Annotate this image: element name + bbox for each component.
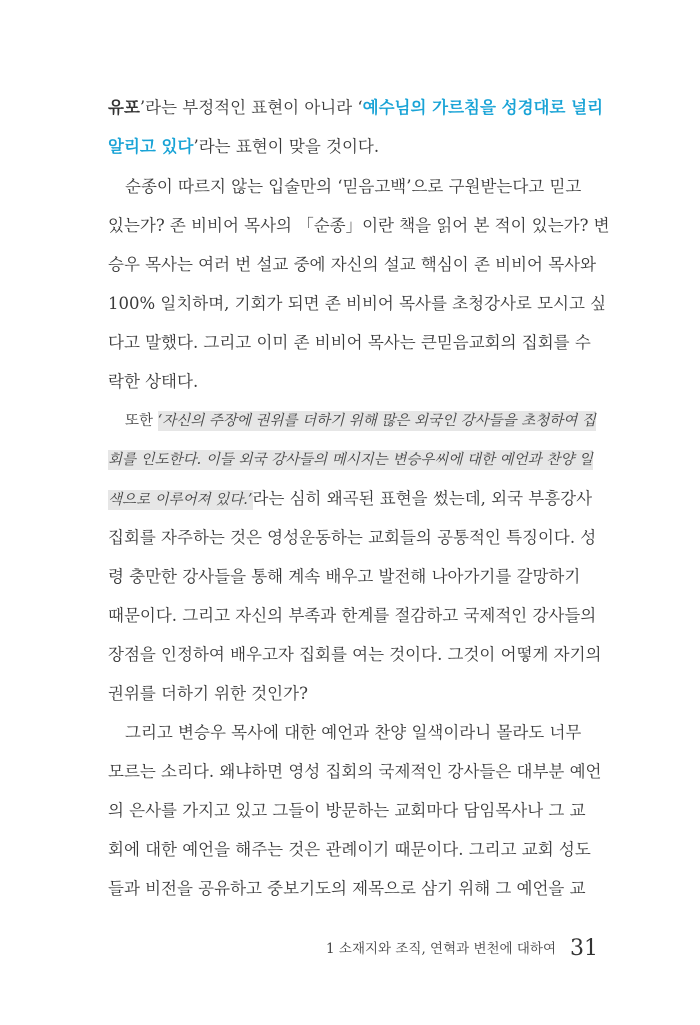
paragraph-1-line-1 (108, 96, 604, 120)
body-text: ’라는 표현이 맞을 것이다. (193, 137, 380, 156)
paragraph-3-line-5: 령 충만한 강사들을 통해 계속 배우고 발전해 나아가기를 갈망하기 (108, 567, 581, 586)
paragraph-3-line-2 (108, 448, 598, 472)
paragraph-3-line-1 (125, 409, 615, 433)
body-text: 라는 심히 왜곡된 표현을 썼는데, 외국 부흥강사 (252, 489, 593, 508)
page-footer (0, 936, 598, 961)
body-text: 또한 (125, 413, 158, 429)
paragraph-2-line-6: 락한 상태다. (108, 372, 199, 391)
paragraph-3-line-7: 장점을 인정하여 배우고자 집회를 여는 것이다. 그것이 어떻게 자기의 (108, 645, 602, 664)
paragraph-4-line-5: 들과 비전을 공유하고 중보기도의 제목으로 삼기 위해 그 예언을 교 (108, 879, 586, 898)
paragraph-1-line-2 (108, 135, 598, 159)
body-text: ’라는 부정적인 표현이 아니라 ‘ (139, 98, 363, 117)
paragraph-4-line-2: 모르는 소리다. 왜냐하면 영성 집회의 국제적인 강사들은 대부분 예언 (108, 762, 602, 781)
highlighted-phrase: 알리고 있다 (108, 137, 194, 156)
page-number: 31 (570, 936, 598, 961)
paragraph-2-line-2: 있는가? 존 비비어 목사의 「순종」이란 책을 읽어 본 적이 있는가? 변 (108, 216, 610, 235)
paragraph-3-line-6: 때문이다. 그리고 자신의 부족과 한계를 절감하고 국제적인 강사들의 (108, 606, 597, 625)
paragraph-2-line-5: 다고 말했다. 그리고 이미 존 비비어 목사는 큰믿음교회의 집회를 수 (108, 333, 591, 352)
paragraph-3-line-8: 권위를 더하기 위한 것인가? (108, 684, 308, 703)
paragraph-4-line-4: 회에 대한 예언을 해주는 것은 관례이기 때문이다. 그리고 교회 성도 (108, 840, 591, 859)
quoted-passage: 회를 인도한다. 이들 외국 강사들의 메시지는 변승우씨에 대한 예언과 찬양 일 (108, 452, 593, 468)
paragraph-2-line-3: 승우 목사는 여러 번 설교 중에 자신의 설교 핵심이 존 비비어 목사와 (108, 255, 597, 274)
quoted-passage: ‘자신의 주장에 권위를 더하기 위해 많은 외국인 강사들을 초청하여 집 (157, 413, 596, 429)
paragraph-2-line-4: 100% 일치하며, 기회가 되면 존 비비어 목사를 초청강사로 모시고 싶 (108, 294, 607, 313)
paragraph-3-line-4: 집회를 자주하는 것은 영성운동하는 교회들의 공통적인 특징이다. 성 (108, 528, 597, 547)
highlighted-phrase: 예수님의 가르침을 성경대로 널리 (362, 98, 604, 117)
bold-word: 유포 (108, 98, 140, 117)
chapter-title: 1 소재지와 조직, 연혁과 변천에 대하여 (326, 941, 556, 957)
paragraph-4-line-3: 의 은사를 가지고 있고 그들이 방문하는 교회마다 담임목사나 그 교 (108, 801, 586, 820)
paragraph-4-line-1: 그리고 변승우 목사에 대한 예언과 찬양 일색이라니 몰라도 너무 (125, 723, 582, 742)
paragraph-2-line-1: 순종이 따르지 않는 입술만의 ‘믿음고백’으로 구원받는다고 믿고 (125, 177, 582, 196)
paragraph-3-line-3 (108, 487, 598, 512)
quoted-passage: 색으로 이루어져 있다.’ (108, 492, 253, 508)
